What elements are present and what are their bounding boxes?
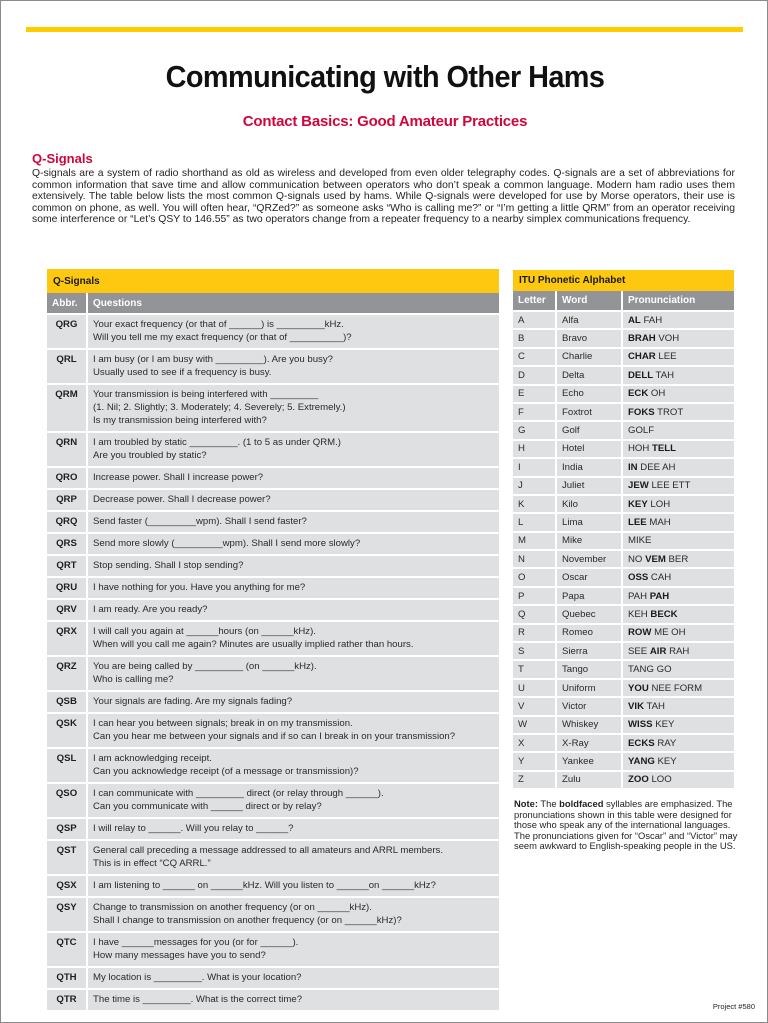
phonetic-pronunciation <box>622 329 734 347</box>
q-signal-question <box>87 489 499 511</box>
stressed-syllable: JEW <box>628 480 649 492</box>
q-signal-question-line: Can you communicate with ______ direct or by relay? <box>93 801 322 812</box>
phonetic-pronunciation <box>622 624 734 642</box>
column-header-pronunciation: Pronunciation <box>622 291 734 311</box>
phonetic-pronunciation <box>622 403 734 421</box>
phonetic-letter: O <box>513 568 556 586</box>
phonetic-row <box>513 771 734 788</box>
q-signal-question <box>87 783 499 818</box>
stressed-syllable: PAH <box>649 590 670 602</box>
phonetic-row <box>513 403 734 421</box>
q-signals-table-title: Q-Signals <box>47 269 499 293</box>
column-header-abbr: Abbr. <box>47 293 87 314</box>
stressed-syllable: ECKS <box>628 737 655 749</box>
syllable: LEE <box>655 351 677 363</box>
q-signal-abbr: QRU <box>47 577 87 599</box>
stressed-syllable: ECK <box>628 388 649 400</box>
phonetic-word: Zulu <box>556 771 622 788</box>
q-signal-question-line: Can you hear me between your signals and if so can I break in on your transmission? <box>93 731 456 742</box>
q-signal-row <box>47 713 499 748</box>
phonetic-letter: N <box>513 550 556 568</box>
phonetic-word: Uniform <box>556 679 622 697</box>
q-signal-row <box>47 783 499 818</box>
syllable: KEH <box>628 608 651 620</box>
note-text: syllables are emphasized. The pronunciations shown in this table were designed for those who speak any of the international languages. The pronunciations given for “Oscar” and “Victor” may seem awkward to English-speaking people in the US. <box>514 798 738 852</box>
q-signal-question <box>87 621 499 656</box>
stressed-syllable: BECK <box>650 608 678 620</box>
q-signal-question <box>87 748 499 783</box>
phonetic-pronunciation <box>622 679 734 697</box>
q-signal-question-line: Your transmission is being interfered with _________ <box>93 389 319 400</box>
phonetic-pronunciation <box>622 752 734 770</box>
q-signal-question-line: I am listening to ______ on ______kHz. Will you listen to ______on ______kHz? <box>93 880 436 891</box>
phonetic-row <box>513 624 734 642</box>
syllable: MAH <box>646 516 671 528</box>
q-signal-abbr: QSY <box>47 897 87 932</box>
syllable: BER <box>665 553 689 565</box>
q-signal-question <box>87 467 499 489</box>
phonetic-letter: Z <box>513 771 556 788</box>
phonetic-row <box>513 605 734 623</box>
q-signal-question-line: When will you call me again? Minutes are usually implied rather than hours. <box>93 639 414 650</box>
page-subtitle: Contact Basics: Good Amateur Practices <box>242 113 528 130</box>
phonetic-row <box>513 458 734 476</box>
q-signal-question <box>87 599 499 621</box>
q-signal-row <box>47 989 499 1010</box>
phonetic-letter: M <box>513 532 556 550</box>
q-signal-question <box>87 555 499 577</box>
stressed-syllable: FOKS <box>628 406 655 418</box>
q-signal-abbr: QRM <box>47 384 87 432</box>
q-signal-question <box>87 533 499 555</box>
q-signal-row <box>47 467 499 489</box>
phonetic-pronunciation <box>622 605 734 623</box>
stressed-syllable: TELL <box>651 443 676 455</box>
q-signal-row <box>47 691 499 713</box>
phonetic-word: Sierra <box>556 642 622 660</box>
phonetic-word: Foxtrot <box>556 403 622 421</box>
q-signal-question <box>87 840 499 875</box>
stressed-syllable: AIR <box>649 645 667 657</box>
q-signal-question-line: (1. Nil; 2. Slightly; 3. Moderately; 4. Severely; 5. Extremely.) <box>93 402 346 413</box>
syllable: MIKE <box>628 535 652 547</box>
phonetic-note <box>514 799 740 852</box>
q-signal-row <box>47 967 499 989</box>
phonetic-row <box>513 495 734 513</box>
phonetic-row <box>513 679 734 697</box>
phonetic-row <box>513 440 734 458</box>
phonetic-row <box>513 752 734 770</box>
phonetic-word: Golf <box>556 421 622 439</box>
phonetic-word: Victor <box>556 697 622 715</box>
phonetic-letter: D <box>513 366 556 384</box>
syllable: RAH <box>666 645 690 657</box>
syllable: TANG GO <box>628 664 672 676</box>
phonetic-row <box>513 532 734 550</box>
phonetic-pronunciation <box>622 366 734 384</box>
phonetic-pronunciation <box>622 421 734 439</box>
note-bold-word: boldfaced <box>559 798 604 809</box>
phonetic-pronunciation <box>622 697 734 715</box>
phonetic-row <box>513 550 734 568</box>
q-signal-question-line: General call preceding a message addressed to all amateurs and ARRL members. <box>93 845 443 856</box>
phonetic-letter: B <box>513 329 556 347</box>
phonetic-word: Mike <box>556 532 622 550</box>
phonetic-word: Bravo <box>556 329 622 347</box>
q-signal-question-line: You are being called by _________ (on ______kHz). <box>93 661 317 672</box>
phonetic-word: Lima <box>556 513 622 531</box>
phonetic-letter: G <box>513 421 556 439</box>
phonetic-letter: C <box>513 348 556 366</box>
stressed-syllable: VIK <box>628 700 644 712</box>
syllable: CAH <box>648 572 672 584</box>
q-signal-question-line: I am acknowledging receipt. <box>93 753 212 764</box>
q-signal-question-line: Decrease power. Shall I decrease power? <box>93 494 271 505</box>
phonetic-letter: U <box>513 679 556 697</box>
top-rule-extended <box>26 27 743 32</box>
q-signal-row <box>47 656 499 691</box>
phonetic-word: Oscar <box>556 568 622 586</box>
phonetic-letter: T <box>513 660 556 678</box>
phonetic-row <box>513 568 734 586</box>
stressed-syllable: OSS <box>628 572 649 584</box>
phonetic-letter: I <box>513 458 556 476</box>
note-text-pre: The <box>537 798 560 809</box>
q-signal-row <box>47 432 499 467</box>
syllable: TROT <box>654 406 684 418</box>
syllable: OH <box>648 388 666 400</box>
phonetic-pronunciation <box>622 532 734 550</box>
syllable: TAH <box>653 369 675 381</box>
syllable: KEY <box>654 756 677 768</box>
q-signal-abbr: QTH <box>47 967 87 989</box>
q-signal-question-line: I am busy (or I am busy with _________). Are you busy? <box>93 354 333 365</box>
q-signal-question-line: Will you tell me my exact frequency (or that of __________)? <box>93 332 352 343</box>
phonetic-letter: Y <box>513 752 556 770</box>
phonetic-word: Delta <box>556 366 622 384</box>
syllable: VOH <box>655 333 680 345</box>
stressed-syllable: KEY <box>628 498 648 510</box>
q-signal-question-line: Who is calling me? <box>93 674 174 685</box>
q-signal-row <box>47 621 499 656</box>
q-signal-question-line: I am ready. Are you ready? <box>93 604 208 615</box>
q-signal-abbr: QRL <box>47 349 87 384</box>
q-signal-question-line: I am troubled by static _________. (1 to 5 as under QRM.) <box>93 437 341 448</box>
q-signal-question-line: I will call you again at ______hours (on ______kHz). <box>93 626 316 637</box>
phonetic-letter: L <box>513 513 556 531</box>
q-signal-question-line: I have nothing for you. Have you anything for me? <box>93 582 306 593</box>
q-signal-question-line: This is in effect “CQ ARRL.” <box>93 858 211 869</box>
column-header-word: Word <box>556 291 622 311</box>
phonetic-pronunciation <box>622 348 734 366</box>
syllable: SEE <box>628 645 650 657</box>
q-signal-question <box>87 967 499 989</box>
stressed-syllable: VEM <box>645 553 666 565</box>
phonetic-pronunciation <box>622 660 734 678</box>
q-signal-question-line: Change to transmission on another frequency (or on ______kHz). <box>93 902 372 913</box>
phonetic-row <box>513 513 734 531</box>
q-signal-question <box>87 384 499 432</box>
q-signal-question-line: I can communicate with _________ direct (or relay through ______). <box>93 788 384 799</box>
q-signal-question <box>87 314 499 349</box>
page-title: Communicating with Other Hams <box>165 59 605 94</box>
phonetic-pronunciation <box>622 568 734 586</box>
stressed-syllable: ROW <box>628 627 652 639</box>
phonetic-pronunciation <box>622 440 734 458</box>
phonetic-row <box>513 385 734 403</box>
q-signal-row <box>47 314 499 349</box>
q-signal-question <box>87 349 499 384</box>
q-signal-question-line: Your signals are fading. Are my signals fading? <box>93 696 293 707</box>
phonetic-letter: A <box>513 311 556 329</box>
q-signal-row <box>47 932 499 967</box>
phonetic-row <box>513 421 734 439</box>
phonetic-letter: W <box>513 716 556 734</box>
syllable: ME OH <box>651 627 686 639</box>
stressed-syllable: YANG <box>628 756 655 768</box>
q-signal-row <box>47 599 499 621</box>
phonetic-word: Alfa <box>556 311 622 329</box>
phonetic-pronunciation <box>622 385 734 403</box>
q-signal-row <box>47 875 499 897</box>
q-signals-table <box>47 269 499 1010</box>
q-signal-question-line: The time is _________. What is the correct time? <box>93 994 303 1005</box>
syllable: HOH <box>628 443 652 455</box>
q-signal-row <box>47 818 499 840</box>
q-signal-abbr: QSB <box>47 691 87 713</box>
phonetic-letter: Q <box>513 605 556 623</box>
q-signal-abbr: QSL <box>47 748 87 783</box>
q-signal-question <box>87 875 499 897</box>
phonetic-word: X-Ray <box>556 734 622 752</box>
q-signal-question-line: I can hear you between signals; break in on my transmission. <box>93 718 353 729</box>
q-signal-abbr: QSO <box>47 783 87 818</box>
phonetic-letter: K <box>513 495 556 513</box>
q-signal-question-line: Send faster (_________wpm). Shall I send faster? <box>93 516 307 527</box>
phonetic-pronunciation <box>622 477 734 495</box>
phonetic-letter: V <box>513 697 556 715</box>
q-signal-question-line: Are you troubled by static? <box>93 450 207 461</box>
q-signal-abbr: QSK <box>47 713 87 748</box>
phonetic-letter: F <box>513 403 556 421</box>
q-signal-question-line: Stop sending. Shall I stop sending? <box>93 560 244 571</box>
phonetic-word: Whiskey <box>556 716 622 734</box>
q-signal-question-line: I have ______messages for you (or for ______). <box>93 937 299 948</box>
q-signal-question <box>87 656 499 691</box>
q-signal-question-line: Shall I change to transmission on another frequency (or on ______kHz)? <box>93 915 402 926</box>
q-signal-question <box>87 932 499 967</box>
q-signal-question-line: My location is _________. What is your location? <box>93 972 302 983</box>
stressed-syllable: IN <box>628 461 638 473</box>
phonetic-word: November <box>556 550 622 568</box>
q-signal-question-line: Can you acknowledge receipt (of a message or transmission)? <box>93 766 359 777</box>
syllable: FAH <box>640 314 663 326</box>
phonetic-letter: X <box>513 734 556 752</box>
phonetic-word: Romeo <box>556 624 622 642</box>
stressed-syllable: WISS <box>628 719 653 731</box>
stressed-syllable: BRAH <box>628 333 656 345</box>
phonetic-word: Charlie <box>556 348 622 366</box>
phonetic-letter: R <box>513 624 556 642</box>
phonetic-pronunciation <box>622 513 734 531</box>
q-signal-question <box>87 713 499 748</box>
q-signal-row <box>47 384 499 432</box>
section-heading-q-signals: Q-Signals <box>32 151 93 166</box>
column-header-letter: Letter <box>513 291 556 311</box>
column-header-questions: Questions <box>87 293 499 314</box>
project-number: Project #580 <box>712 1002 755 1011</box>
phonetic-pronunciation <box>622 458 734 476</box>
phonetic-row <box>513 477 734 495</box>
phonetic-word: Tango <box>556 660 622 678</box>
phonetic-word: Echo <box>556 385 622 403</box>
phonetic-pronunciation <box>622 642 734 660</box>
q-signal-question-line: Your exact frequency (or that of ______) is _________kHz. <box>93 319 344 330</box>
q-signal-abbr: QRO <box>47 467 87 489</box>
q-signal-abbr: QTR <box>47 989 87 1010</box>
q-signal-row <box>47 533 499 555</box>
phonetic-word: Yankee <box>556 752 622 770</box>
q-signal-abbr: QRG <box>47 314 87 349</box>
syllable: RAY <box>654 737 677 749</box>
phonetic-word: Papa <box>556 587 622 605</box>
q-signal-row <box>47 349 499 384</box>
phonetic-pronunciation <box>622 587 734 605</box>
q-signal-abbr: QST <box>47 840 87 875</box>
q-signal-question-line: Send more slowly (_________wpm). Shall I send more slowly? <box>93 538 361 549</box>
phonetic-row <box>513 697 734 715</box>
phonetic-pronunciation <box>622 771 734 788</box>
phonetic-alphabet-table <box>513 270 734 788</box>
q-signal-question-line: I will relay to ______. Will you relay to ______? <box>93 823 294 834</box>
q-signal-question <box>87 511 499 533</box>
phonetic-word: Quebec <box>556 605 622 623</box>
phonetic-letter: P <box>513 587 556 605</box>
q-signal-question <box>87 897 499 932</box>
phonetic-word: India <box>556 458 622 476</box>
phonetic-letter: H <box>513 440 556 458</box>
intro-paragraph: Q-signals are a system of radio shorthand as old as wireless and developed from even older telegraphy codes. Q-signals are a set of abbreviations for common information that save time and allow communication between operators who don’t speak a common language. Modern ham radio uses them extensively. The table below lists the most common Q-signals used by hams. While Q-signals were developed for use by Morse operators, their use is common on phone, as well. You will often hear, “QRZed?” as someone asks “Who is calling me?” or “I’m getting a little QRM” from an operator receiving some interference or “Let’s QSY to 146.55” as two operators change from a repeater frequency to a nearby simplex communications frequency. <box>32 168 735 226</box>
q-signal-row <box>47 489 499 511</box>
q-signal-question <box>87 989 499 1010</box>
syllable: NEE FORM <box>648 682 703 694</box>
phonetic-row <box>513 660 734 678</box>
phonetic-table-title: ITU Phonetic Alphabet <box>513 270 734 291</box>
stressed-syllable: ZOO <box>628 774 649 786</box>
phonetic-letter: J <box>513 477 556 495</box>
q-signal-question <box>87 818 499 840</box>
q-signal-row <box>47 897 499 932</box>
syllable: PAH <box>628 590 650 602</box>
q-signal-abbr: QRZ <box>47 656 87 691</box>
q-signal-question-line: Is my transmission being interfered with? <box>93 415 267 426</box>
phonetic-pronunciation <box>622 734 734 752</box>
phonetic-word: Juliet <box>556 477 622 495</box>
phonetic-row <box>513 329 734 347</box>
q-signal-abbr: QSP <box>47 818 87 840</box>
phonetic-word: Kilo <box>556 495 622 513</box>
q-signal-question-line: Increase power. Shall I increase power? <box>93 472 264 483</box>
note-label: Note: <box>514 798 538 809</box>
phonetic-row <box>513 366 734 384</box>
syllable: LOH <box>647 498 671 510</box>
phonetic-row <box>513 734 734 752</box>
q-signal-abbr: QSX <box>47 875 87 897</box>
stressed-syllable: DELL <box>628 369 654 381</box>
stressed-syllable: AL <box>628 314 641 326</box>
phonetic-row <box>513 587 734 605</box>
phonetic-letter: E <box>513 385 556 403</box>
q-signal-question <box>87 577 499 599</box>
q-signal-row <box>47 840 499 875</box>
q-signal-question <box>87 432 499 467</box>
q-signal-abbr: QRP <box>47 489 87 511</box>
phonetic-letter: S <box>513 642 556 660</box>
phonetic-row <box>513 716 734 734</box>
q-signal-abbr: QRX <box>47 621 87 656</box>
q-signal-question-line: Usually used to see if a frequency is busy. <box>93 367 272 378</box>
syllable: LEE ETT <box>648 480 691 492</box>
q-signal-row <box>47 577 499 599</box>
syllable: KEY <box>652 719 675 731</box>
syllable: TAH <box>644 700 665 712</box>
q-signal-row <box>47 511 499 533</box>
phonetic-row <box>513 348 734 366</box>
phonetic-word: Hotel <box>556 440 622 458</box>
syllable: GOLF <box>628 425 655 437</box>
q-signal-abbr: QRQ <box>47 511 87 533</box>
q-signal-abbr: QRN <box>47 432 87 467</box>
phonetic-pronunciation <box>622 495 734 513</box>
q-signal-abbr: QRV <box>47 599 87 621</box>
q-signal-abbr: QRT <box>47 555 87 577</box>
q-signal-row <box>47 555 499 577</box>
stressed-syllable: LEE <box>628 516 647 528</box>
q-signal-abbr: QTC <box>47 932 87 967</box>
q-signal-row <box>47 748 499 783</box>
phonetic-row <box>513 311 734 329</box>
stressed-syllable: YOU <box>628 682 649 694</box>
syllable: NO <box>628 553 646 565</box>
q-signal-question-line: How many messages have you to send? <box>93 950 266 961</box>
syllable: LOO <box>648 774 672 786</box>
phonetic-row <box>513 642 734 660</box>
stressed-syllable: CHAR <box>628 351 656 363</box>
phonetic-pronunciation <box>622 716 734 734</box>
q-signal-question <box>87 691 499 713</box>
phonetic-pronunciation <box>622 311 734 329</box>
q-signal-abbr: QRS <box>47 533 87 555</box>
phonetic-pronunciation <box>622 550 734 568</box>
syllable: DEE AH <box>637 461 676 473</box>
